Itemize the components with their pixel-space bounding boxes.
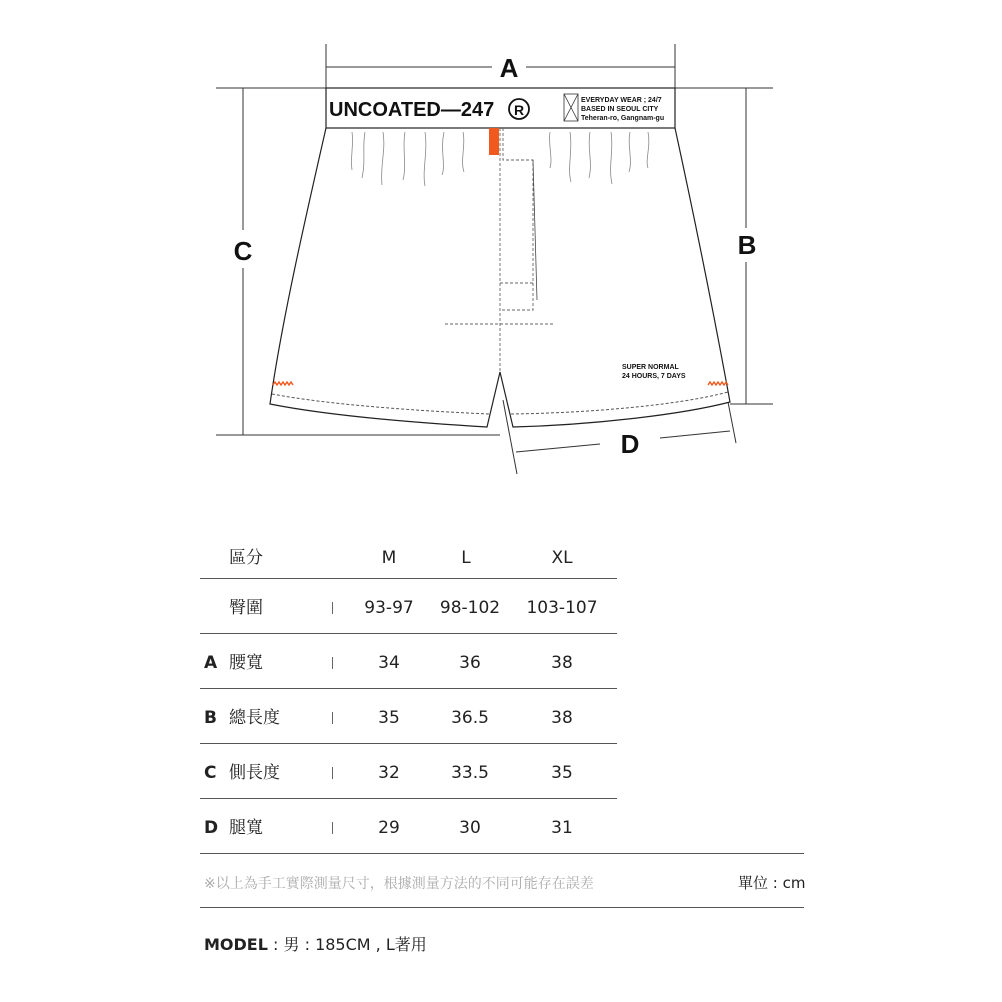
shorts-diagram: [0, 0, 1002, 500]
dim-label-a: A: [499, 53, 519, 83]
row-value: 98-102: [439, 598, 501, 618]
row-letter: C: [204, 763, 217, 783]
row-name: 側長度: [229, 763, 280, 783]
table-divider: [200, 743, 617, 744]
row-value: 38: [551, 708, 573, 728]
row-value: 36: [459, 653, 481, 673]
dim-label-d: D: [620, 429, 640, 459]
row-separator: [332, 767, 333, 779]
header-size-m: M: [381, 548, 397, 568]
row-letter: A: [204, 653, 218, 673]
orange-label: [489, 128, 499, 155]
row-value: 103-107: [526, 598, 598, 618]
row-value: 36.5: [451, 708, 489, 728]
model-info: [204, 932, 427, 955]
print-line-2: 24 HOURS, 7 DAYS: [622, 373, 686, 380]
row-value: 32: [378, 763, 400, 783]
tag-line-3: Teheran-ro, Gangnam-gu: [581, 115, 665, 122]
row-value: 34: [378, 653, 400, 673]
row-value: 29: [378, 818, 400, 838]
header-label: 區分: [229, 548, 263, 568]
row-value: 35: [378, 708, 400, 728]
brand-mark: R: [513, 102, 525, 118]
row-separator: [332, 657, 333, 669]
model-label: MODEL: [204, 935, 268, 954]
row-letter: B: [204, 708, 217, 728]
row-name: 腿寬: [229, 818, 263, 838]
model-text: : 男 : 185CM , L著用: [267, 935, 427, 954]
shorts-outline: [270, 128, 730, 427]
row-value: 31: [551, 818, 573, 838]
side-accent-right: [708, 382, 728, 385]
table-divider: [200, 578, 617, 579]
row-value: 38: [551, 653, 573, 673]
measurement-note: ※以上為手工實際測量尺寸，根據測量方法的不同可能存在誤差: [204, 876, 594, 892]
row-separator: [332, 602, 333, 614]
header-size-xl: XL: [551, 548, 573, 568]
side-accent-left: [273, 382, 293, 385]
row-separator: [332, 822, 333, 834]
dim-label-c: C: [233, 236, 253, 266]
table-divider: [200, 798, 617, 799]
table-divider: [200, 688, 617, 689]
row-letter: D: [204, 818, 219, 838]
header-size-l: L: [461, 548, 471, 568]
unit-label: 單位 : cm: [738, 874, 806, 892]
row-name: 腰寬: [229, 653, 263, 673]
note-divider: [200, 853, 804, 854]
dim-label-b: B: [737, 230, 757, 260]
row-separator: [332, 712, 333, 724]
row-value: 33.5: [451, 763, 489, 783]
print-line-1: SUPER NORMAL: [622, 364, 679, 371]
tag-line-2: BASED IN SEOUL CITY: [581, 106, 659, 113]
row-name: 臀圍: [229, 598, 263, 618]
note-divider: [200, 907, 804, 908]
row-value: 93-97: [364, 598, 414, 618]
table-divider: [200, 633, 617, 634]
row-value: 30: [459, 818, 481, 838]
row-value: 35: [551, 763, 573, 783]
tag-line-1: EVERYDAY WEAR ; 24/7: [581, 97, 662, 104]
row-name: 總長度: [229, 708, 280, 728]
brand-text: UNCOATED—247: [329, 99, 495, 121]
